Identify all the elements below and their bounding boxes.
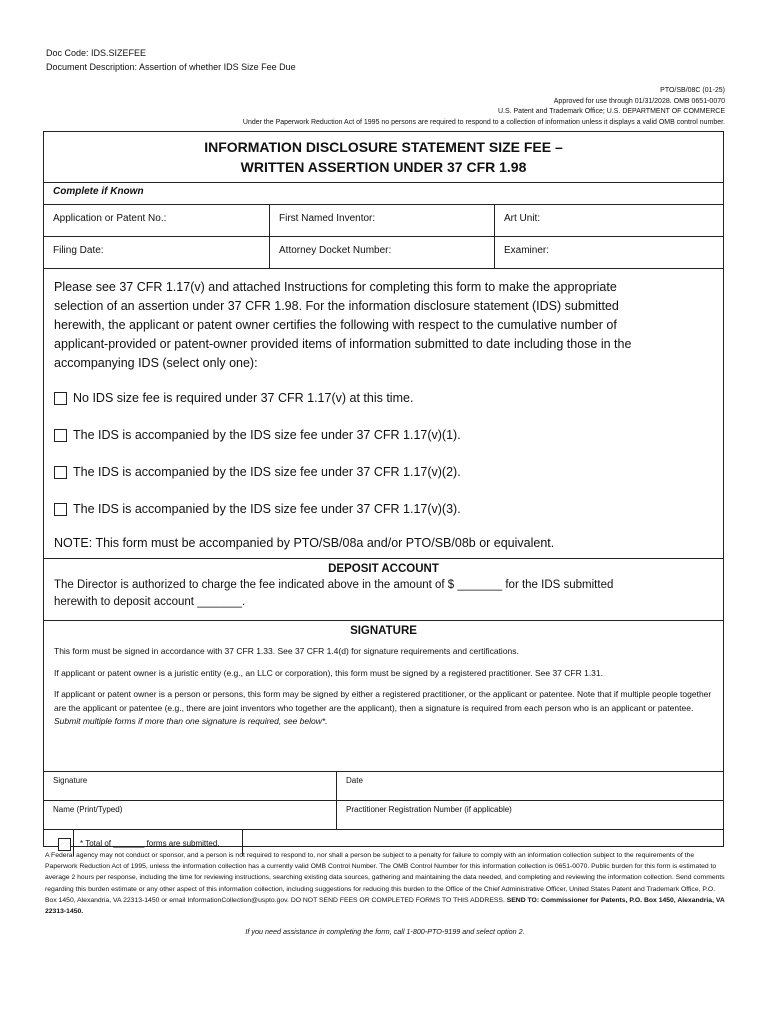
option-no-fee[interactable] [54, 389, 723, 407]
form-number: PTO/SB/08C (01-25) [660, 87, 725, 94]
agency-line: U.S. Patent and Trademark Office; U.S. DEPARTMENT OF COMMERCE [497, 108, 725, 115]
registration-number-field[interactable]: Practitioner Registration Number (if applicable) [337, 801, 723, 830]
deposit-heading: DEPOSIT ACCOUNT [328, 563, 439, 575]
approval-line: Approved for use through 01/31/2028. OMB 0651-0070 [553, 97, 725, 105]
deposit-text-line-1: The Director is authorized to charge the fee indicated above in the amount of $ _______ for the IDS submitted [54, 579, 614, 591]
ids-size-fee-form [43, 131, 724, 847]
instruction-line: accompanying IDS (select only one): [54, 356, 258, 370]
first-named-inventor-field[interactable]: First Named Inventor: [270, 205, 495, 237]
instruction-line: selection of an assertion under 37 CFR 1.98. For the information disclosure statement (IDS) submitted [54, 299, 619, 313]
document-info [46, 46, 296, 74]
option-fee-v3[interactable] [54, 500, 723, 518]
doc-code: Doc Code: IDS.SIZEFEE [46, 48, 147, 58]
form-note: NOTE: This form must be accompanied by PTO/SB/08a and/or PTO/SB/08b or equivalent. [54, 536, 555, 550]
signature-paragraph-2: If applicant or patent owner is a juristic entity (e.g., an LLC or corporation), this form must be signed by a registered practitioner. See 37 CFR 1.31. [54, 667, 603, 678]
title-line-1: INFORMATION DISCLOSURE STATEMENT SIZE FEE – [204, 139, 563, 155]
art-unit-field[interactable]: Art Unit: [495, 205, 723, 237]
signature-paragraph-1: This form must be signed in accordance with 37 CFR 1.33. See 37 CFR 1.4(d) for signature requirements and certifications. [54, 646, 519, 656]
form-title [44, 132, 723, 183]
option-fee-v2[interactable] [54, 463, 723, 481]
checkbox[interactable] [54, 392, 67, 405]
signature-heading: SIGNATURE [350, 625, 417, 637]
total-forms-label: * Total of _______ forms are submitted. [73, 830, 243, 856]
form-header-meta [243, 86, 725, 128]
send-to-address: SEND TO: Commissioner for Patents, P.O. Box 1450, Alexandria, VA 22313-1450. [45, 896, 725, 916]
application-number-field[interactable]: Application or Patent No.: [44, 205, 270, 237]
name-field[interactable]: Name (Print/Typed) [44, 801, 337, 830]
complete-if-known-heading: Complete if Known [44, 183, 723, 205]
paperwork-line: Under the Paperwork Reduction Act of 1995 no persons are required to respond to a collection of information unless it displays a valid OMB control number. [242, 118, 725, 126]
checkbox[interactable] [54, 466, 67, 479]
examiner-field[interactable]: Examiner: [495, 237, 723, 269]
assertion-section [44, 269, 723, 559]
burden-statement [45, 850, 725, 917]
option-fee-v1[interactable] [54, 426, 723, 444]
option-label: The IDS is accompanied by the IDS size fee under 37 CFR 1.17(v)(2). [73, 465, 461, 479]
assistance-note: If you need assistance in completing the form, call 1-800-PTO-9199 and select option 2. [245, 927, 525, 936]
signature-paragraph-3-italic: Submit multiple forms if more than one signature is required, see below*. [54, 716, 328, 726]
deposit-account-section [44, 559, 723, 621]
doc-description: Document Description: Assertion of whether IDS Size Fee Due [46, 62, 296, 72]
signature-fields [44, 771, 723, 830]
signature-field[interactable]: Signature [44, 772, 337, 801]
signature-paragraph-3 [54, 688, 713, 729]
signature-paragraph-3-text: If applicant or patent owner is a person or persons, this form may be signed by either a registered practitioner, or the applicant or patentee. Note that if multiple people together are the applicant or patentee (e.g., there are joint inventors who together are the applicant), then a signature is required from each person who is an applicant or patentee. [54, 689, 712, 713]
instruction-line: herewith, the applicant or patent owner certifies the following with respect to the cumulative number of [54, 318, 617, 332]
instruction-line: applicant-provided or patent-owner provided items of information submitted to date including those in the [54, 337, 632, 351]
known-fields-grid [44, 205, 723, 269]
checkbox[interactable] [54, 429, 67, 442]
option-label: The IDS is accompanied by the IDS size fee under 37 CFR 1.17(v)(3). [73, 502, 461, 516]
title-line-2: WRITTEN ASSERTION UNDER 37 CFR 1.98 [240, 159, 527, 175]
checkbox[interactable] [54, 503, 67, 516]
deposit-text-line-2: herewith to deposit account _______. [54, 596, 246, 608]
signature-section [44, 621, 723, 771]
attorney-docket-field[interactable]: Attorney Docket Number: [270, 237, 495, 269]
option-label: The IDS is accompanied by the IDS size fee under 37 CFR 1.17(v)(1). [73, 428, 461, 442]
date-field[interactable]: Date [337, 772, 723, 801]
instruction-line: Please see 37 CFR 1.17(v) and attached Instructions for completing this form to make the appropriate [54, 280, 617, 294]
option-label: No IDS size fee is required under 37 CFR 1.17(v) at this time. [73, 391, 414, 405]
burden-text: A Federal agency may not conduct or sponsor, and a person is not required to respond to, nor shall a person be subject to a penalty for failure to comply with an information collection subject to the requirements of the Paperwork Reduction Act of 1995, unless the information collection has a currently valid OMB Control Number. The OMB Control Number for this information collection is 0651-0070. Public burden for this form is estimated to average 2 hours per response, including the time for reviewing instructions, searching existing data sources, gathering and maintaining the data needed, and completing and reviewing the information collection. Send comments regarding this burden estimate or any other aspect of this information collection, including suggestions for reducing this burden to the Office of the Chief Administrative Officer, United States Patent and Trademark Office, P.O. Box 1450, Alexandria, VA 22313-1450 or email InformationCollection@uspto.gov. DO NOT SEND FEES OR COMPLETED FORMS TO THIS ADDRESS. [45, 852, 725, 904]
filing-date-field[interactable]: Filing Date: [44, 237, 270, 269]
